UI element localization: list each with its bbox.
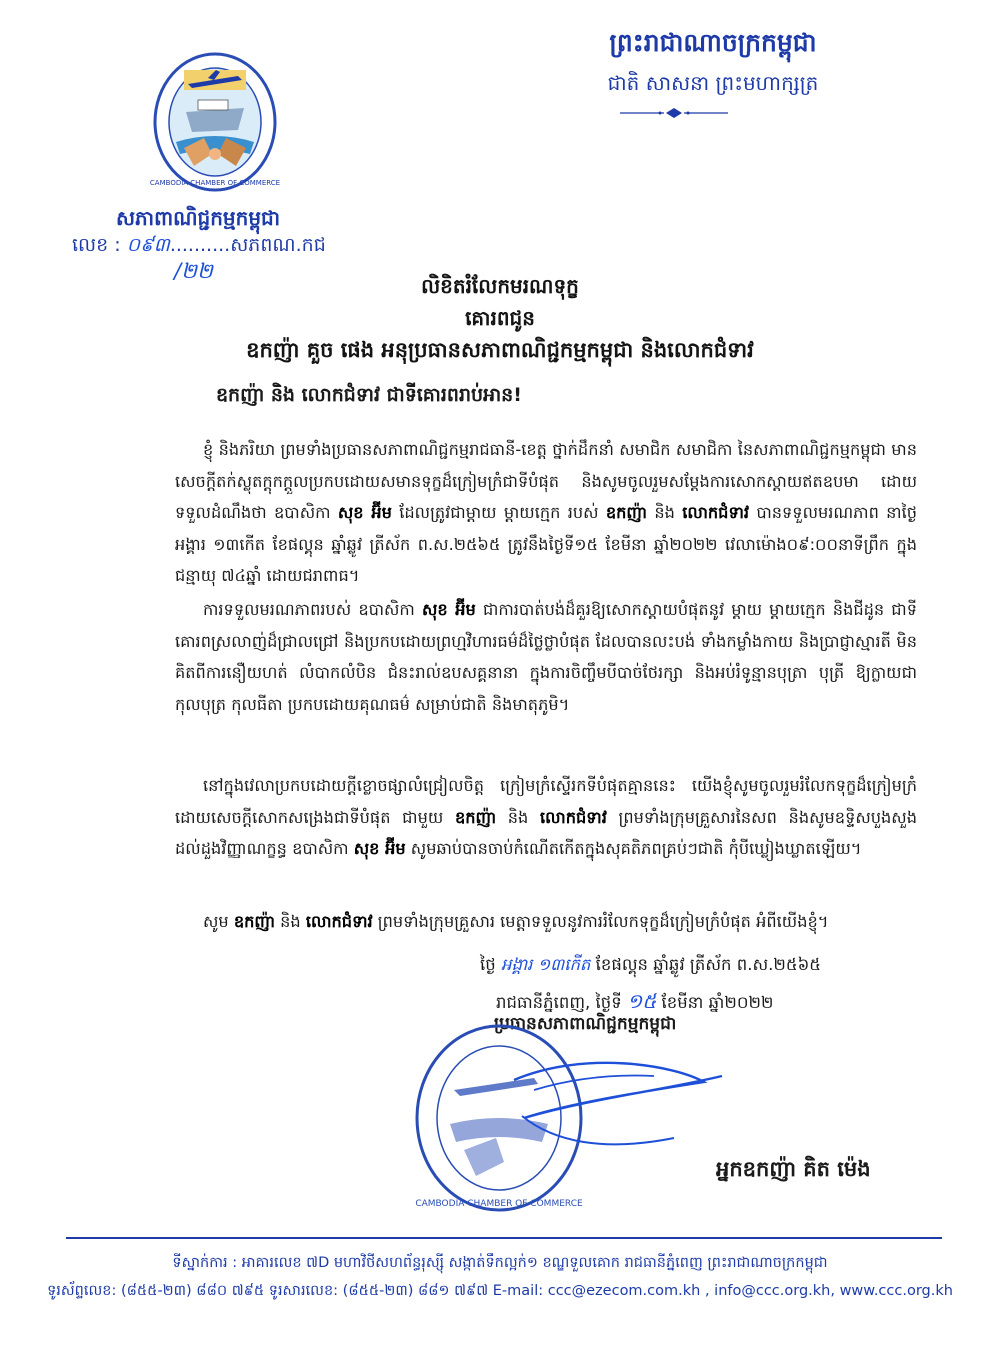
- body-paragraph-2: [175, 594, 917, 720]
- official-seal: [404, 1020, 744, 1215]
- p1-text-e: និង: [654, 503, 675, 522]
- ornament-divider-icon: [618, 105, 730, 121]
- body-paragraph-4: [175, 906, 917, 938]
- p2-text-a: ការទទួលមរណភាពរបស់ ឧបាសិកា: [203, 600, 415, 619]
- place-day-handwritten: ១៥: [626, 989, 657, 1013]
- place-text: រាជធានីភ្នំពេញ, ថ្ងៃទី: [496, 993, 622, 1012]
- p2-bold-name: សុខ អ៊ីម: [421, 600, 476, 619]
- reference-label: លេខ :: [72, 234, 121, 256]
- letter-addressee-label: គោរពជូន: [465, 306, 535, 330]
- organization-name: សភាពាណិជ្ជកម្មកម្ពុជា: [116, 206, 281, 230]
- reference-number: [72, 233, 326, 261]
- p3-bold-name: សុខ អ៊ីម: [353, 839, 406, 858]
- p1-text-c: ដែលត្រូវជាម្តាយ ម្តាយក្មេក របស់: [399, 503, 599, 522]
- body-paragraph-3: [175, 770, 917, 865]
- p3-bold-lokchumteav: លោកជំទាវ: [540, 807, 607, 827]
- p3-bold-oknha: ឧកញ៉ា: [454, 807, 497, 827]
- national-motto: ជាតិ សាសនា ព្រះមហាក្សត្រ: [607, 71, 819, 95]
- p4-text-c: និង: [280, 912, 301, 931]
- place-month-year: ខែមីនា ឆ្នាំ២០២២: [661, 993, 774, 1012]
- letter-addressee: ឧកញ៉ា គួច ផេង អនុប្រធានសភាពាណិជ្ជកម្មកម្ពុជា និងលោកជំទាវ: [246, 338, 754, 362]
- p1-text-g: បានទទួលមរណភាព នាថ្ងៃអង្គារ ១៣កើត ខែផល្គុន ឆ្នាំឆ្លូវ ត្រីស័ក ព.ស.២៥៦៥ ត្រូវនឹងថ្ងៃទី១៥ ខែមីនា ឆ្នាំ២០២២ វេលាម៉ោង០៩:០០នាទីព្រឹក ក្នុងជន្មាយុ ៧៤ឆ្នាំ ដោយជរាពាធ។: [175, 503, 917, 585]
- seal-caption: CAMBODIA CHAMBER OF COMMERCE: [415, 1199, 583, 1209]
- reference-dots: ..........: [169, 234, 231, 256]
- footer-divider: [66, 1237, 942, 1239]
- reference-handwritten-number: ០៩៣: [126, 234, 170, 256]
- reference-suffix: សភពណ.កជ: [230, 234, 326, 256]
- day-label: ថ្ងៃ: [480, 955, 496, 974]
- logo-caption: CAMBODIA CHAMBER OF COMMERCE: [150, 179, 280, 187]
- chamber-logo: [150, 50, 280, 200]
- p4-bold-lokchumteav: លោកជំទាវ: [305, 912, 373, 931]
- letter-title: លិខិតរំលែកមរណទុក្ខ: [421, 274, 579, 298]
- p1-bold-oknha: ឧកញ៉ា: [605, 503, 647, 522]
- p3-text-e: ព្រមទាំងក្រុមគ្រួសារនៃសព និងសូមឧទ្ទិសបួងសួង ដល់ដួងវិញ្ញាណក្ខន្ធ ឧបាសិកា: [175, 807, 917, 858]
- signer-title: ប្រធានសភាពាណិជ្ជកម្មកម្ពុជា: [494, 1014, 677, 1034]
- p4-text-a: សូម: [203, 912, 229, 931]
- p4-text-e: ព្រមទាំងក្រុមគ្រួសារ មេត្តាទទួលនូវការរំលែកទុក្ខដ៏ក្រៀមក្រំបំផុត អំពីយើងខ្ញុំ។: [377, 912, 829, 931]
- kingdom-heading: ព្រះរាជាណាចក្រកម្ពុជា: [609, 28, 817, 57]
- footer-contact: ទូរស័ព្ទលេខ: (៨៥៥-២៣) ៨៨០ ៧៩៥ ទូរសារលេខ: (៨៥៥-២៣) ៨៨១ ៧៩៧ E-mail: ccc@ezecom.com.kh , info@ccc.org.kh, www.ccc.org.kh: [47, 1283, 953, 1299]
- footer-address: ទីស្នាក់ការ : អាគារលេខ ៧D មហាវិថីសហព័ន្ធរុស្ស៊ី សង្កាត់ទឹកល្អក់១ ខណ្ឌទួលគោក រាជធានីភ្នំពេញ ព្រះរាជាណាចក្រកម្ពុជា: [172, 1255, 828, 1271]
- salutation: ឧកញ៉ា និង លោកជំទាវ ជាទីគោរពរាប់អាន!: [216, 384, 522, 406]
- reference-year: /២២: [174, 259, 213, 283]
- day-handwritten: អង្គារ ១៣កើត: [500, 955, 591, 974]
- p2-text-c: ជាការបាត់បង់ដ៏គួរឱ្យសោកស្តាយបំផុតនូវ ម្តាយ ម្តាយក្មេក និងជីដូន ជាទីគោរពស្រលាញ់ដ៏ជ្រាលជ្រៅ និងប្រកបដោយព្រហ្មវិហារធម៌ដ៏ថ្លៃថ្លាបំផុត ដែលបានលះបង់ ទាំងកម្លាំងកាយ និងប្រាជ្ញាស្មារតី មិនគិតពីការនឿយហត់ លំបាកលំបិន ជំនះរាល់ឧបសគ្គនានា ក្នុងការចិញ្ចឹមបីបាច់ថែរក្សា និងអប់រំទូន្មានបុត្រា បុត្រី ឱ្យក្លាយជាកុលបុត្រ កុលធីតា ប្រកបដោយគុណធម៌ សម្រាប់ជាតិ និងមាតុភូមិ។: [175, 600, 917, 714]
- p3-text-a: នៅក្នុងវេលាប្រកបដោយក្តីខ្លោចផ្សាលំជ្រៀលចិត្ត ក្រៀមក្រំស្ទើរកទីបំផុតគ្មាននេះ យើងខ្ញុំសូមចូលរួមរំលែកទុក្ខដ៏ក្រៀមក្រំ ដោយសេចក្តីសោកសង្រេងជាទីបំផុត ជាមួយ: [175, 776, 917, 827]
- p1-bold-lokchumteav: លោកជំទាវ: [682, 503, 749, 522]
- body-paragraph-1: [175, 434, 917, 592]
- p1-bold-name: សុខ អ៊ីម: [337, 503, 392, 522]
- lunar-date-line: [480, 955, 821, 979]
- p3-text-g: សូមឆាប់បានចាប់កំណើតកើតក្នុងសុគតិភពគ្រប់ៗជាតិ កុំបីឃ្លៀងឃ្លាតឡើយ។: [410, 839, 862, 858]
- p1-text-a: ខ្ញុំ និងភរិយា ព្រមទាំងប្រធានសភាពាណិជ្ជកម្មរាជធានី-ខេត្ត ថ្នាក់ដឹកនាំ សមាជិក សមាជិកា នៃសភាពាណិជ្ជកម្មកម្ពុជា មានសេចក្តីតក់ស្លុតក្តុកក្តួលប្រកបដោយសមានទុក្ខដ៏ក្រៀមក្រំជាទីបំផុត និងសូមចូលរួមសម្តែងការសោកស្តាយឥតឧបមា ដោយទទួលដំណឹងថា ឧបាសិកា: [175, 440, 917, 522]
- signer-name: អ្នកឧកញ៉ា គិត ម៉េង: [716, 1157, 871, 1181]
- p4-bold-oknha: ឧកញ៉ា: [233, 912, 275, 931]
- p3-text-c: និង: [507, 807, 529, 827]
- lunar-date: ខែផល្គុន ឆ្នាំឆ្លូវ ត្រីស័ក ព.ស.២៥៦៥: [595, 955, 821, 974]
